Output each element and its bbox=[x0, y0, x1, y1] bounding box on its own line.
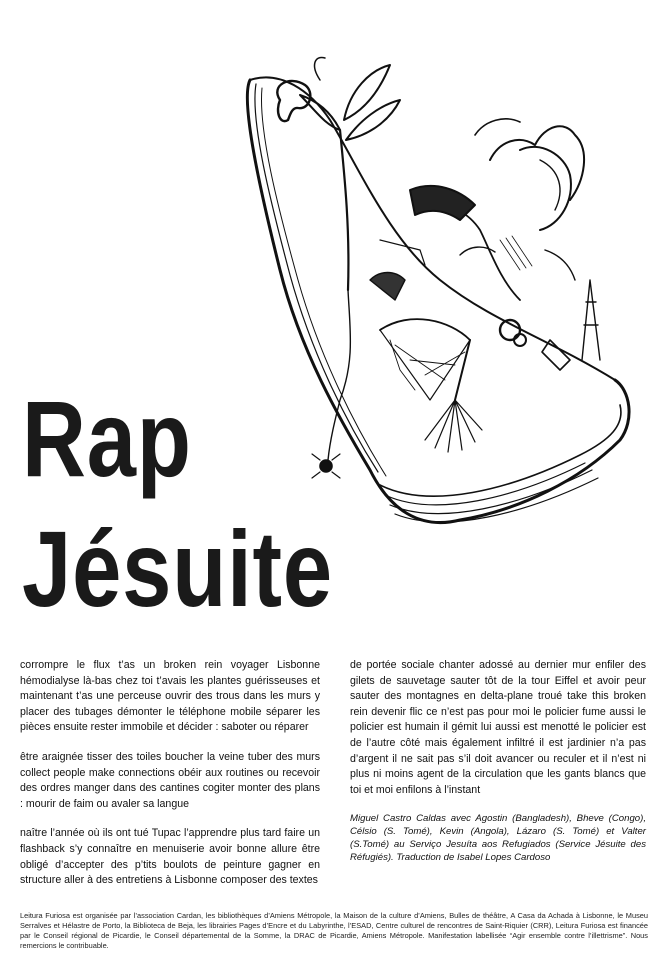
page-title-line-2: Jésuite bbox=[22, 508, 333, 629]
poem-paragraph: être araignée tisser des toiles boucher la veine tuber des murs collect people make connections obéir aux routines ou recevoir des ordres manger dans des cantines cogiter monter des plans : mourir de faim ou avaler sa langue bbox=[20, 750, 320, 810]
poem-right-column bbox=[350, 658, 646, 878]
footer-sponsors: Leitura Furiosa est organisée par l’association Cardan, les bibliothèques d’Amiens Métropole, la Maison de la culture d’Amiens, Bulles de théâtre, A Casa da Achada à Lisbonne, le Museu Serralves et Hélastre de Porto, la Biblioteca de Beja, les librairies Pages d’Encre et du Labyrinthe, l’ESAD, Centre culturel de rencontres de Saint-Riquier (CRR), Leitura Furiosa est financée par le Conseil régional de Picardie, le Conseil départemental de la Somme, la DRAC de Picardie, Amiens Métropole. Manifestation labellisée “Agir ensemble contre l’illettrisme”. Nous remercions le contribuable. bbox=[20, 911, 648, 950]
page-title-line-1: Rap bbox=[22, 378, 192, 499]
poem-left-column bbox=[20, 658, 320, 903]
poem-paragraph: corrompre le flux t’as un broken rein voyager Lisbonne hémodialyse là-bas chez toi t’avais les plantes guérisseuses et maintenant t’as une perceuse ouvrir des trous dans les murs y placer des tubages démonter le téléphone mobile séparer les pièces ensuite rester immobile et décider : saboter ou réparer bbox=[20, 659, 320, 734]
poem-paragraph: de portée sociale chanter adossé au dernier mur enfiler des gilets de sauvetage sauter tôt de la tour Eiffel et avoir peur sauter des montagnes en delta-plane troué take this broken rein devenir flic ce n’est pas pour moi le policier fume aussi le policier est humain il gémit lui aussi est menotté le policier est de l’autre côté mais également infiltré il est jardinier n’a pas d’argent il ne sait pas s’il doit avancer ou reculer et il n’est ni plus ni moins agent de la circulation que les gants blancs que toi et moi enfilons à l’instant bbox=[350, 659, 646, 796]
poem-paragraph: naître l’année où ils ont tué Tupac l’apprendre plus tard faire un flashback s’y connaître en menuiserie avoir bonne allure être obligé d’accepter des p’tits boulots de peinture gagner en structure aller à des entretiens à Lisbonne composer des textes bbox=[20, 827, 320, 887]
author-credits: Miguel Castro Caldas avec Agostin (Bangladesh), Bheve (Congo), Célsio (S. Tomé), Kevin (Angola), Lázaro (S. Tomé) et Valter (S.Tomé) au Serviço Jesuíta aos Refugiados (Service Jésuite des Réfugiés). Traduction de Isabel Lopes Cardoso bbox=[350, 813, 646, 864]
book-illustration bbox=[220, 40, 640, 560]
